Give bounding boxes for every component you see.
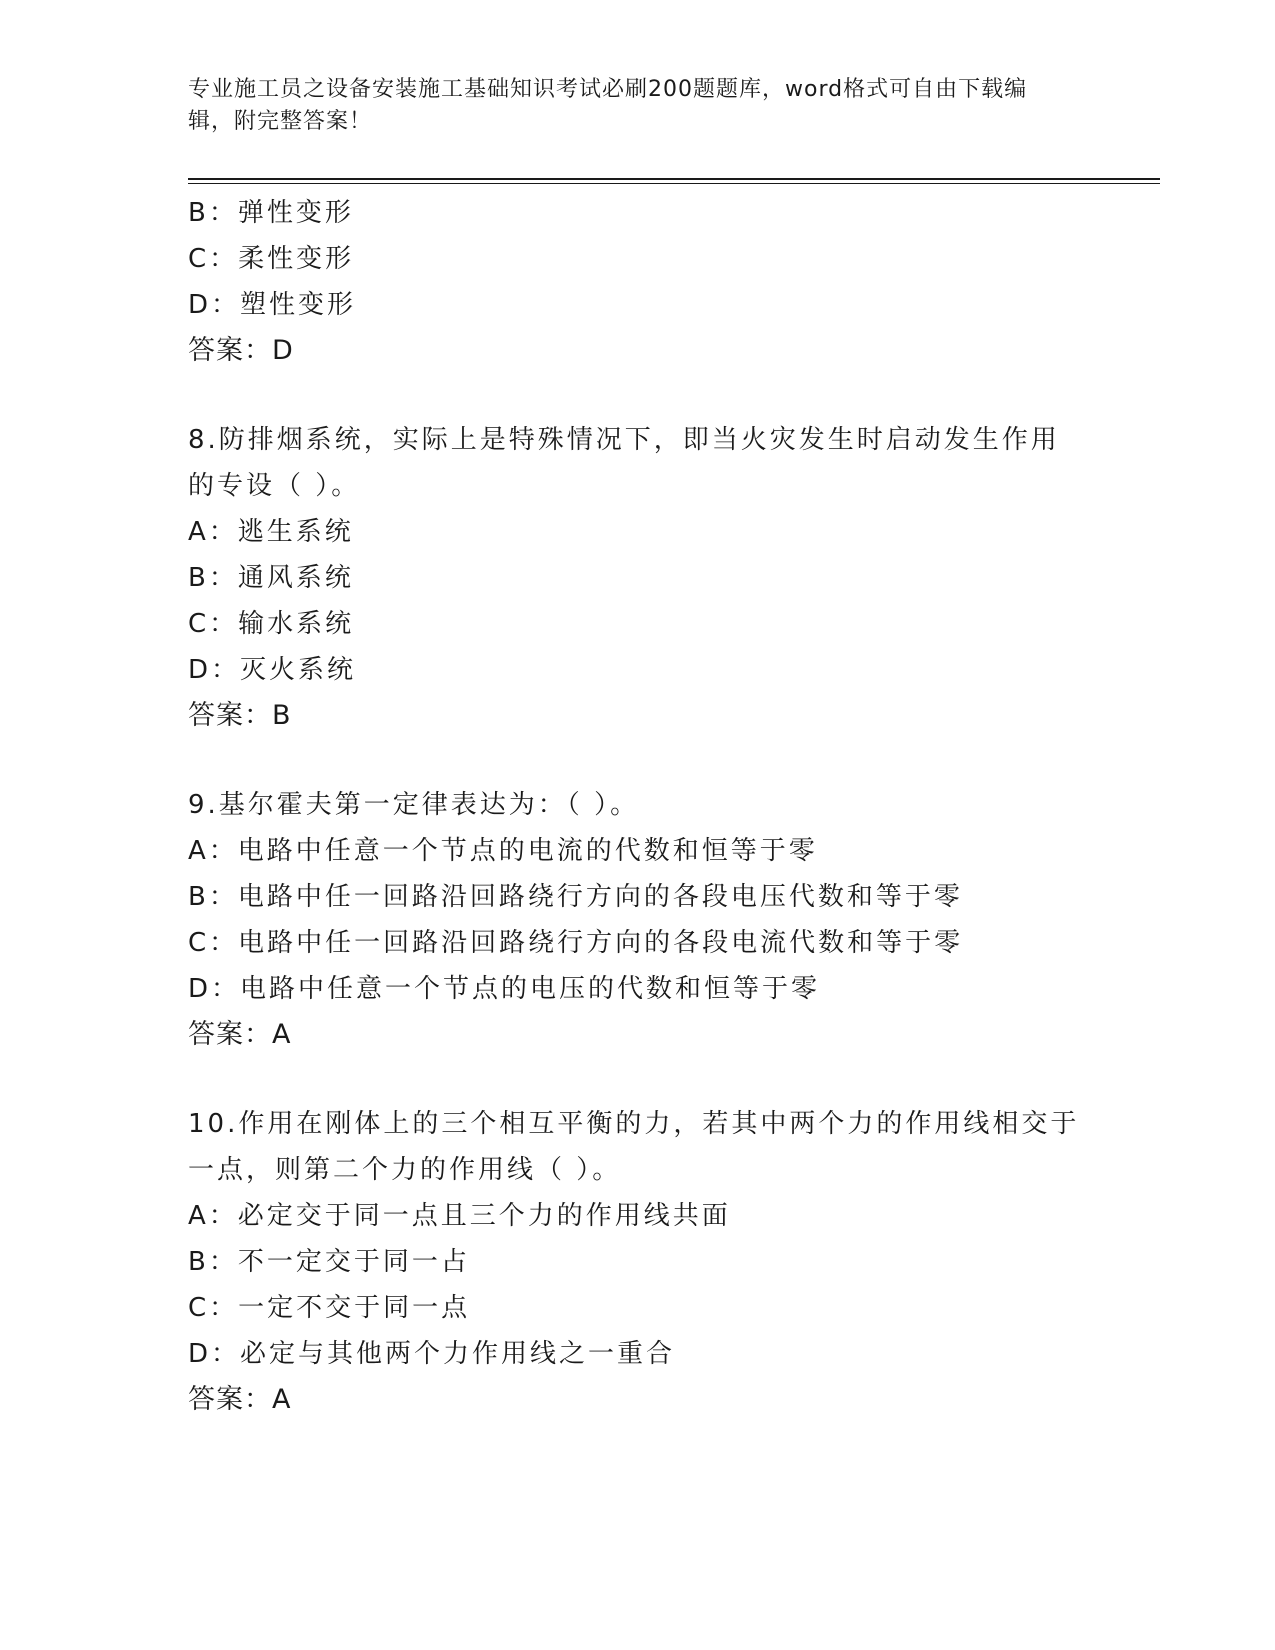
option-c: C：输水系统 — [188, 609, 355, 639]
option-c: C：一定不交于同一点 — [188, 1293, 471, 1323]
question-7-tail — [188, 190, 1088, 374]
option-b: B：弹性变形 — [188, 198, 354, 228]
spacer — [188, 374, 1088, 417]
answer-line: 答案：D — [188, 335, 294, 366]
question-stem: 9.基尔霍夫第一定律表达为：（ ）。 — [188, 790, 640, 820]
spacer — [188, 1058, 1088, 1101]
header-divider-thin — [188, 183, 1160, 184]
option-d: D：电路中任意一个节点的电压的代数和恒等于零 — [188, 974, 821, 1004]
question-stem: 8.防排烟系统，实际上是特殊情况下，即当火灾发生时启动发生作用 — [188, 425, 1060, 455]
option-a: A：逃生系统 — [188, 517, 354, 547]
option-b: B：不一定交于同一占 — [188, 1247, 470, 1277]
question-stem-continued: 的专设（ ）。 — [188, 471, 361, 501]
answer-line: 答案：B — [188, 700, 292, 731]
question-10 — [188, 1101, 1088, 1423]
document-header-title: 专业施工员之设备安装施工基础知识考试必刷200题题库，word格式可自由下载编辑，附完整答案！ — [188, 77, 1028, 134]
header-divider-thick — [188, 178, 1160, 180]
option-b: B：通风系统 — [188, 563, 354, 593]
spacer — [188, 739, 1088, 782]
question-content — [188, 190, 1088, 1423]
option-a: A：必定交于同一点且三个力的作用线共面 — [188, 1201, 731, 1231]
question-8 — [188, 417, 1088, 739]
answer-line: 答案：A — [188, 1384, 292, 1415]
option-a: A：电路中任意一个节点的电流的代数和恒等于零 — [188, 836, 818, 866]
option-b: B：电路中任一回路沿回路绕行方向的各段电压代数和等于零 — [188, 882, 963, 912]
option-d: D：灭火系统 — [188, 655, 357, 685]
question-stem-continued: 一点，则第二个力的作用线（ ）。 — [188, 1155, 622, 1185]
option-c: C：电路中任一回路沿回路绕行方向的各段电流代数和等于零 — [188, 928, 964, 958]
question-stem: 10.作用在刚体上的三个相互平衡的力，若其中两个力的作用线相交于 — [188, 1109, 1080, 1139]
question-9 — [188, 782, 1088, 1058]
option-d: D：塑性变形 — [188, 290, 357, 320]
option-c: C：柔性变形 — [188, 244, 355, 274]
option-d: D：必定与其他两个力作用线之一重合 — [188, 1339, 676, 1369]
answer-line: 答案：A — [188, 1019, 292, 1050]
